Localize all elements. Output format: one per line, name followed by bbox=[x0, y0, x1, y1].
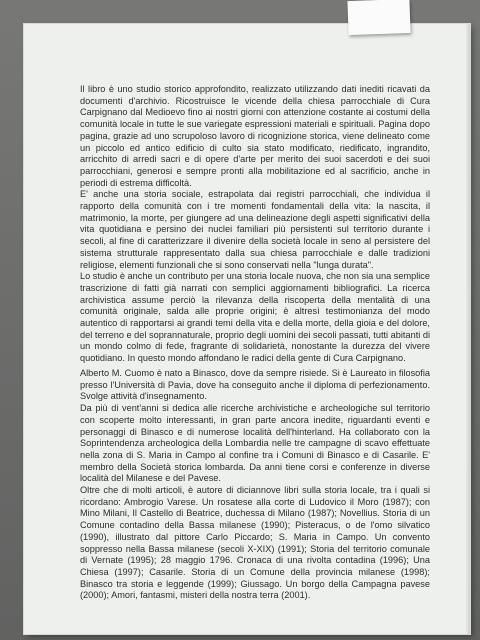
biography-paragraph: Da più di vent'anni si dedica alle ricerche archivistiche e archeologiche sul territorio con scoperte molto interessanti, in gran parte ancora inedite, riguardanti eventi e personaggi di Binasco e di numerose località dell'hinterland. Ha collaborato con la Soprintendenza archeologica della Lombardia nelle tre campagne di scavo effettuate nella zona di S. Maria in Campo al confine tra i Comuni di Binasco e di Casarile. E' membro della Società storica lombarda. Da anni tiene corsi e conferenze in diverse località del Milanese e del Pavese. bbox=[80, 403, 430, 484]
section-gap bbox=[80, 352, 430, 353]
description-paragraph: Il libro è uno studio storico approfondito, realizzato utilizzando dati inediti ricavati da documenti d'archivio. Ricostruisce le vicende della chiesa parrocchiale di Cura Carpignano dal Medioevo fino ai nostri giorni con attenzione costante ai costumi della comunità locale in tutte le sue variegate espressioni materiali e spirituali. Pagina dopo pagina, grazie ad uno scrupoloso lavoro di ricognizione storica, viene delineato come un piccolo ed antico edificio di culto sia stato modificato, riedificato, ingrandito, arricchito di arredi sacri e di opere d'arte per merito dei suoi sacerdoti e dei suoi parrocchiani, generosi e sempre pronti alla mobilitazione ed al sacrificio, anche in periodi di estrema difficoltà. bbox=[80, 84, 430, 188]
description-paragraph: Lo studio è anche un contributo per una storia locale nuova, che non sia una semplice trascrizione di fatti già narrati con semplici aggiornamenti bibliografici. La ricerca archivistica assume perciò la rilevanza della riscoperta della mentalità di una comunità originale, salda alle proprie origini; è altresì testimonianza del modo autentico di rapportarsi ai grandi temi della vita e della morte, della gioia e del dolore, del terreno e del soprannaturale, proprio degli uomini dei secoli passati, tutti abitanti di un mondo colmo di fede, fragrante di solidarietà, nonostante la durezza del vivere quotidiano. In questo mondo affondano le radici della gente di Cura Carpignano. bbox=[80, 271, 430, 364]
biography-paragraph: Oltre che di molti articoli, è autore di diciannove libri sulla storia locale, tra i quali si ricordano: Ambrogio Varese. Un rosatese alla corte di Ludovico il Moro (1987); con Mino Milani, Il Castello di Beatrice, duchessa di Milano (1987); Novellius. Storia di un Comune contadino della Bassa milanese (1990); Pisteracus, o de l'omo silvatico (1990), illustrato dal pittore Carlo Piccardo; S. Maria in Campo. Un convento soppresso nella Bassa milanese (secoli X-XIX) (1991); Storia del territorio comunale di Vernate (1995); 28 maggio 1796. Cronaca di una rivolta contadina (1996); Una Chiesa (1997); Casarile. Storia di un Comune della provincia milanese (1998); Binasco tra storia e leggende (1999); Giussago. Un borgo della Campagna pavese (2000); Amori, fantasmi, misteri della nostra terra (2001). bbox=[80, 485, 430, 601]
book-description bbox=[80, 84, 430, 365]
author-biography bbox=[80, 368, 430, 602]
biography-paragraph: Alberto M. Cuomo è nato a Binasco, dove da sempre risiede. Si è Laureato in filosofia presso l'Università di Pavia, dove ha conseguito anche il diploma di perfezionamento. Svolge attività d'insegnamento. bbox=[80, 368, 430, 402]
description-paragraph: E' anche una storia sociale, estrapolata dai registri parrocchiali, che individua il rapporto della comunità con i tre momenti fondamentali della vita: la nascita, il matrimonio, la morte, per giungere ad una delineazione degli aspetti significativi della vita quotidiana e persino dei nuclei familiari più persistenti sul territorio durante i secoli, al fine di caratterizzare il divenire della società locale in seno al persistere del sistema strutturale rappresentato dalla sua chiesa parrocchiale e dalle tradizioni religiose, elementi funzionali che si sono conservati nella "lunga durata". bbox=[80, 189, 430, 270]
price-sticker bbox=[347, 0, 410, 35]
